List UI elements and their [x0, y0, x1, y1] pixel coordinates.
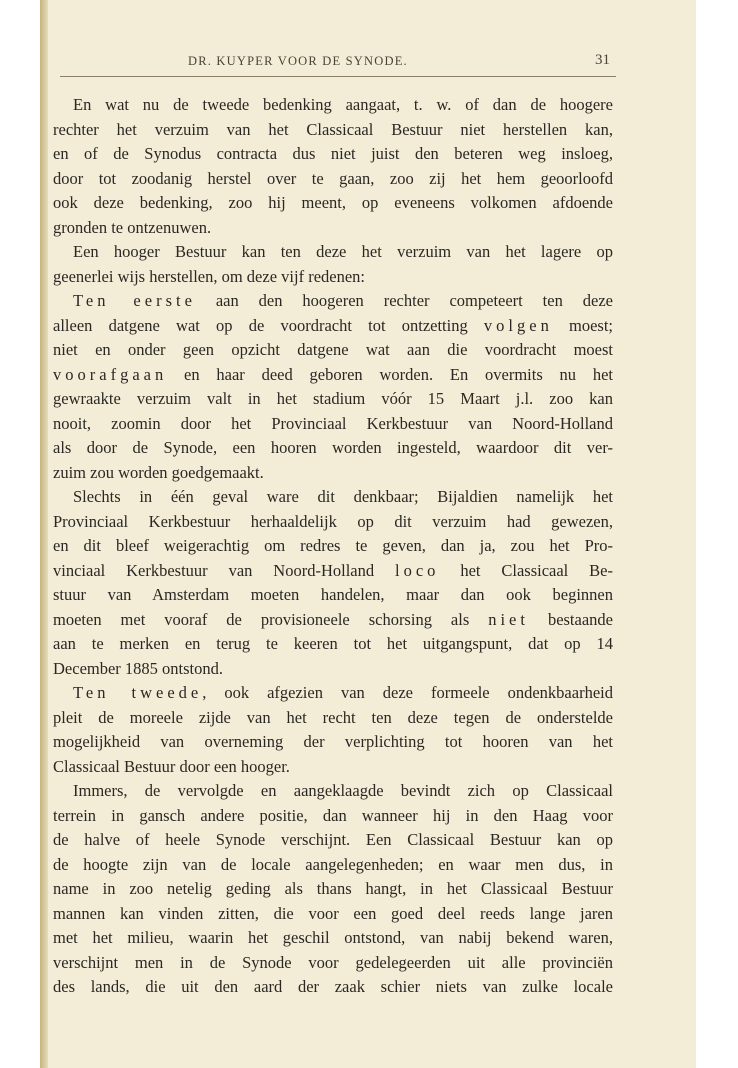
header-rule	[60, 76, 616, 77]
text-line: name in zoo netelig geding als thans hangt, in het Classicaal Bestuur	[53, 879, 613, 898]
text-line: stuur van Amsterdam moeten handelen, maar dan ook beginnen	[53, 585, 613, 604]
text-line: voorafgaan en haar deed geboren worden. En overmits nu het	[53, 364, 613, 384]
text-line: niet en onder geen opzicht datgene wat aan die voordracht moest	[53, 340, 613, 359]
running-title: DR. KUYPER VOOR DE SYNODE.	[188, 54, 408, 68]
text-line: Ten tweede, ook afgezien van deze formeele ondenkbaarheid	[73, 683, 613, 702]
text-line: door tot zoodanig herstel over te gaan, zoo zij het hem geoorloofd	[53, 168, 613, 188]
text-line: gewraakte verzuim valt in het stadium vóór 15 Maart j.l. zoo kan	[53, 389, 613, 408]
text-line: pleit de moreele zijde van het recht ten deze tegen de onderstelde	[53, 707, 613, 727]
text-line: Provinciaal Kerkbestuur herhaaldelijk op dit verzuim had gewezen,	[53, 511, 613, 531]
text-line: mannen kan vinden zitten, die voor een goed deel reeds lange jaren	[53, 903, 613, 923]
spaced-emphasis: niet	[488, 609, 529, 629]
page-spine-shadow	[40, 0, 48, 1068]
text-line: nooit, zoomin door het Provinciaal Kerkbestuur van Noord-Holland	[53, 413, 613, 433]
spaced-emphasis: Ten tweede	[73, 683, 203, 702]
text-line: als door de Synode, een hooren worden ingesteld, waardoor dit ver-	[53, 438, 613, 457]
text-line: December 1885 ontstond.	[53, 658, 224, 678]
spaced-emphasis: volgen	[483, 315, 553, 335]
text-line: de halve of heele Synode verschijnt. Een Classicaal Bestuur kan op	[53, 830, 613, 849]
text-line: verschijnt men in de Synode voor gedelegeerden uit alle provinciën	[53, 952, 613, 972]
text-line: vinciaal Kerkbestuur van Noord-Holland loco het Classicaal Be-	[53, 560, 613, 580]
text-line: En wat nu de tweede bedenking aangaat, t. w. of dan de hoogere	[73, 95, 613, 114]
text-line: Ten eerste aan den hoogeren rechter competeert ten deze	[73, 291, 613, 310]
text-line: rechter het verzuim van het Classicaal Bestuur niet herstellen kan,	[53, 119, 613, 139]
text-line: Classicaal Bestuur door een hooger.	[53, 756, 290, 776]
text-line: Immers, de vervolgde en aangeklaagde bevindt zich op Classicaal	[73, 781, 613, 800]
text-line: moeten met vooraf de provisioneele schorsing als niet bestaande	[53, 609, 613, 629]
text-line: ook deze bedenking, zoo hij meent, op eveneens volkomen afdoende	[53, 193, 613, 212]
text-line: terrein in gansch andere positie, dan wanneer hij in den Haag voor	[53, 805, 613, 825]
text-line: gronden te ontzenuwen.	[53, 217, 212, 237]
spaced-emphasis: loco	[395, 560, 440, 580]
text-line: mogelijkheid van overneming der verplichting tot hooren van het	[53, 732, 613, 751]
text-line: Een hooger Bestuur kan ten deze het verzuim van het lagere op	[73, 242, 613, 261]
text-line: aan te merken en terug te keeren tot het uitgangspunt, dat op 14	[53, 634, 613, 653]
text-line: en of de Synodus contracta dus niet juist den beteren weg insloeg,	[53, 144, 613, 163]
text-line: Slechts in één geval ware dit denkbaar; Bijaldien namelijk het	[73, 487, 613, 506]
text-line: alleen datgene wat op de voordracht tot ontzetting volgen moest;	[53, 315, 614, 335]
page-number: 31	[595, 52, 610, 68]
text-line: zuim zou worden goedgemaakt.	[53, 462, 264, 482]
page-header	[60, 52, 616, 74]
text-line: met het milieu, waarin het geschil ontstond, van nabij bekend waren,	[53, 928, 613, 947]
body-text	[53, 93, 613, 1000]
text-line: en dit bleef weigerachtig om redres te geven, dan ja, zou het Pro-	[53, 536, 613, 555]
spaced-emphasis: Ten eerste	[73, 291, 196, 310]
text-line: de hoogte zijn van de locale aangelegenheden; en waar men dus, in	[53, 854, 613, 874]
spaced-emphasis: voorafgaan	[53, 364, 168, 384]
text-line: des lands, die uit den aard der zaak schier niets van zulke locale	[53, 977, 613, 996]
text-line: geenerlei wijs herstellen, om deze vijf redenen:	[53, 266, 365, 286]
